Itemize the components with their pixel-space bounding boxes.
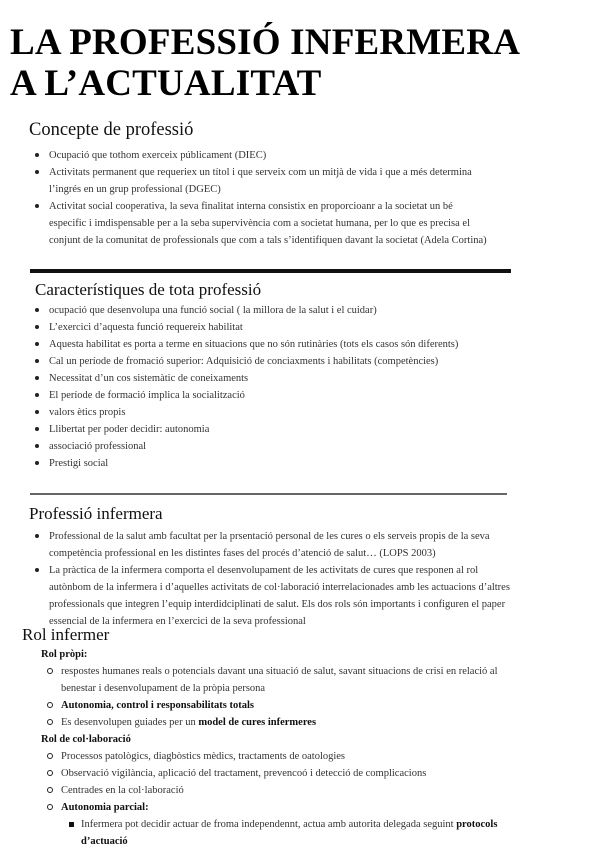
rol-propi-sublist — [61, 663, 521, 731]
list-item: Llibertat per poder decidir: autonomia — [49, 421, 479, 438]
list-item: Observació vigilància, aplicació del tractament, prevencoó i detecció de complicacions — [61, 765, 521, 782]
caracteristiques-heading: Característiques de tota professió — [35, 280, 262, 299]
rol-colaboracio-item — [41, 731, 541, 850]
list-item: associació professional — [49, 438, 479, 455]
list-item: Ocupació que tothom exerceix públicament (DIEC) — [49, 147, 489, 164]
bold-text: Autonomia parcial: — [61, 802, 149, 813]
rol-heading: Rol infermer — [22, 625, 110, 644]
list-item: respostes humanes reals o potencials davant una situació de salut, savant situacions de crisi en relació al benestar i desenvolupament de la pròpia persona — [61, 663, 521, 697]
list-item — [61, 714, 521, 731]
list-item — [61, 799, 521, 850]
list-item: Necessitat d’un cos sistemàtic de coneixaments — [49, 370, 479, 387]
rol-propi-item — [41, 646, 541, 731]
title-line-2: A L’ACTUALITAT — [10, 63, 322, 104]
section-caracteristiques — [0, 278, 600, 472]
list-item: Centrades en la col·laboració — [61, 782, 521, 799]
section-concepte — [0, 118, 600, 249]
professio-heading: Professió infermera — [29, 504, 163, 523]
item-text: Infermera pot decidir actuar de froma independennt, actua amb autorita delegada seguint — [81, 819, 457, 830]
list-item: Cal un període de fromació superior: Adquisició de conciaxments i habilitats (competències) — [49, 353, 479, 370]
thick-divider — [30, 269, 511, 273]
concepte-heading: Concepte de professió — [29, 120, 194, 140]
thin-divider — [30, 493, 507, 495]
list-item — [61, 697, 521, 714]
bold-text: model de cures infermeres — [198, 717, 317, 728]
title-line-1: LA PROFESSIÓ INFERMERA — [10, 22, 521, 63]
bold-text: protocols d’actuació — [81, 819, 498, 847]
rol-colaboracio-sublist — [61, 748, 521, 850]
list-item: El període de formació implica la socialització — [49, 387, 479, 404]
rol-list — [41, 646, 541, 850]
professio-list — [49, 528, 511, 630]
list-item: Aquesta habilitat es porta a terme en situacions que no són rutinàries (tots els casos són diferents) — [49, 336, 479, 353]
list-item: valors ètics propis — [49, 404, 479, 421]
list-item: Processos patològics, diagbòstics mèdics, tractaments de oatologies — [61, 748, 521, 765]
bold-text: Autonomia, control i responsabilitats totals — [61, 700, 254, 711]
list-item — [81, 816, 511, 850]
list-item: La pràctica de la infermera comporta el desenvolupament de les activitats de cures que responen al rol autònbom de la infermera i d’aquelles activitats de col·laboració interrelacionades amb les actuacions d’altres professionals que integren l’equip interdidciplinati de salut. Els dos rols són importants i configuren el paper essencial de la infermera en l’exercici de la seva professional — [49, 562, 511, 630]
list-item: Activitats permanent que requeriex un títol i que serveix com un mitjà de vida i que a més determina l’ingrés en un grup professional (DGEC) — [49, 164, 489, 198]
item-text: Es desenvolupen guiades per un — [61, 717, 199, 728]
section-professio — [0, 502, 600, 630]
rol-propi-label: Rol pròpi: — [41, 649, 88, 660]
list-item: Professional de la salut amb facultat per la prsentació personal de les cures o els serveis propis de la seva competència professional en les distintes fases del procés d’atenció de salut… (LOPS 2003) — [49, 528, 511, 562]
section-rol — [0, 624, 600, 850]
autonomia-sublist — [81, 816, 511, 850]
page-title — [10, 22, 520, 104]
list-item: L’exercici d’aquesta funció requereix habilitat — [49, 319, 479, 336]
rol-colaboracio-label: Rol de col·laboració — [41, 734, 131, 745]
concepte-list — [49, 147, 489, 249]
list-item: Activitat social cooperativa, la seva finalitat interna consistix en proporcioanr a la societat un bé especific i imdispensable per a la seba supervivència com a societat humana, per lo que es precisa el conjunt de la comunitat de professionals que com a tals s’identifiquen davant la societat (Adela Cortina) — [49, 198, 489, 249]
list-item: Prestigi social — [49, 455, 479, 472]
caracteristiques-list — [49, 302, 479, 472]
list-item: ocupació que desenvolupa una funció social ( la millora de la salut i el cuidar) — [49, 302, 479, 319]
